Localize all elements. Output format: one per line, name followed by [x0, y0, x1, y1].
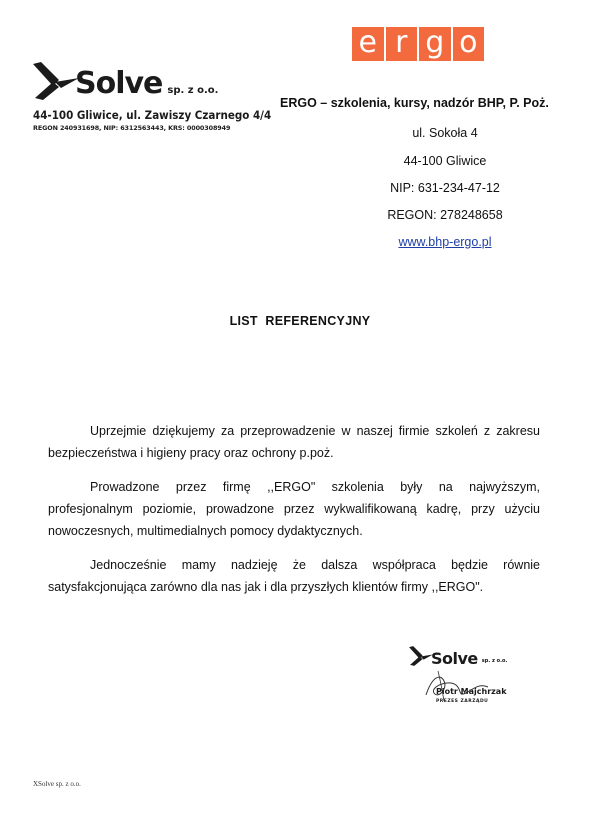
signatory-role: PREZES ZARZĄDU [436, 699, 489, 704]
recipient-website-link[interactable]: www.bhp-ergo.pl [398, 235, 492, 249]
paragraph-line: Prowadzone przez firmę ,,ERGO" szkolenia były na najwyższym, [90, 480, 540, 494]
recipient-street: ul. Sokoła 4 [412, 126, 478, 140]
recipient-name: ERGO – szkolenia, kursy, nadzór BHP, P. Poż. [280, 96, 549, 110]
ergo-logo [352, 24, 484, 61]
paragraph-line: profesjonalnym poziomie, prowadzone przez wykwalifikowaną kadrę, przy użyciu [48, 502, 540, 516]
ergo-logo-letter: r [386, 27, 418, 61]
sender-registration-ids: REGON 240931698, NIP: 6312563443, KRS: 0000308949 [33, 124, 231, 132]
signature-block [408, 645, 528, 715]
paragraph-line: Uprzejmie dziękujemy za przeprowadzenie w naszej firmie szkoleń z zakresu [90, 424, 540, 438]
recipient-city: 44-100 Gliwice [403, 154, 487, 168]
xsolve-logo-word: Solve [75, 66, 163, 101]
paragraph-line: nowoczesnych, multimedialnych pomocy dydaktycznych. [48, 524, 363, 538]
sender-letterhead [31, 60, 272, 132]
sender-address: 44-100 Gliwice, ul. Zawiszy Czarnego 4/4 [33, 108, 272, 122]
ergo-logo-letter: o [453, 27, 485, 61]
recipient-nip: NIP: 631-234-47-12 [390, 181, 500, 195]
ergo-logo-letter: g [419, 27, 451, 61]
paragraph [48, 554, 540, 598]
paragraph [48, 476, 540, 542]
ergo-logo-letter: e [352, 27, 384, 61]
paragraph-line: Jednocześnie mamy nadzieję że dalsza współpraca będzie równie [90, 558, 540, 572]
paragraph-line: bezpieczeństwa i higieny pracy oraz ochrony p.poż. [48, 446, 334, 460]
xsolve-logo [31, 60, 251, 102]
document-title: LIST REFERENCYJNY [229, 314, 371, 328]
paragraph-line: satysfakcjonująca zarówno dla nas jak i dla przyszłych klientów firmy ,,ERGO". [48, 580, 484, 594]
footer-company: XSolve sp. z o.o. [33, 780, 81, 788]
signature-stamp-logo [408, 645, 528, 667]
signature-logo-suffix: sp. z o.o. [481, 658, 508, 664]
xsolve-x-icon [31, 60, 81, 102]
signature-logo-word: Solve [431, 649, 478, 668]
recipient-regon: REGON: 278248658 [387, 208, 503, 222]
paragraph [48, 420, 540, 464]
letter-body [48, 420, 540, 610]
signatory-name: Piotr Majchrzak [436, 687, 507, 696]
xsolve-logo-suffix: sp. z o.o. [167, 85, 219, 96]
